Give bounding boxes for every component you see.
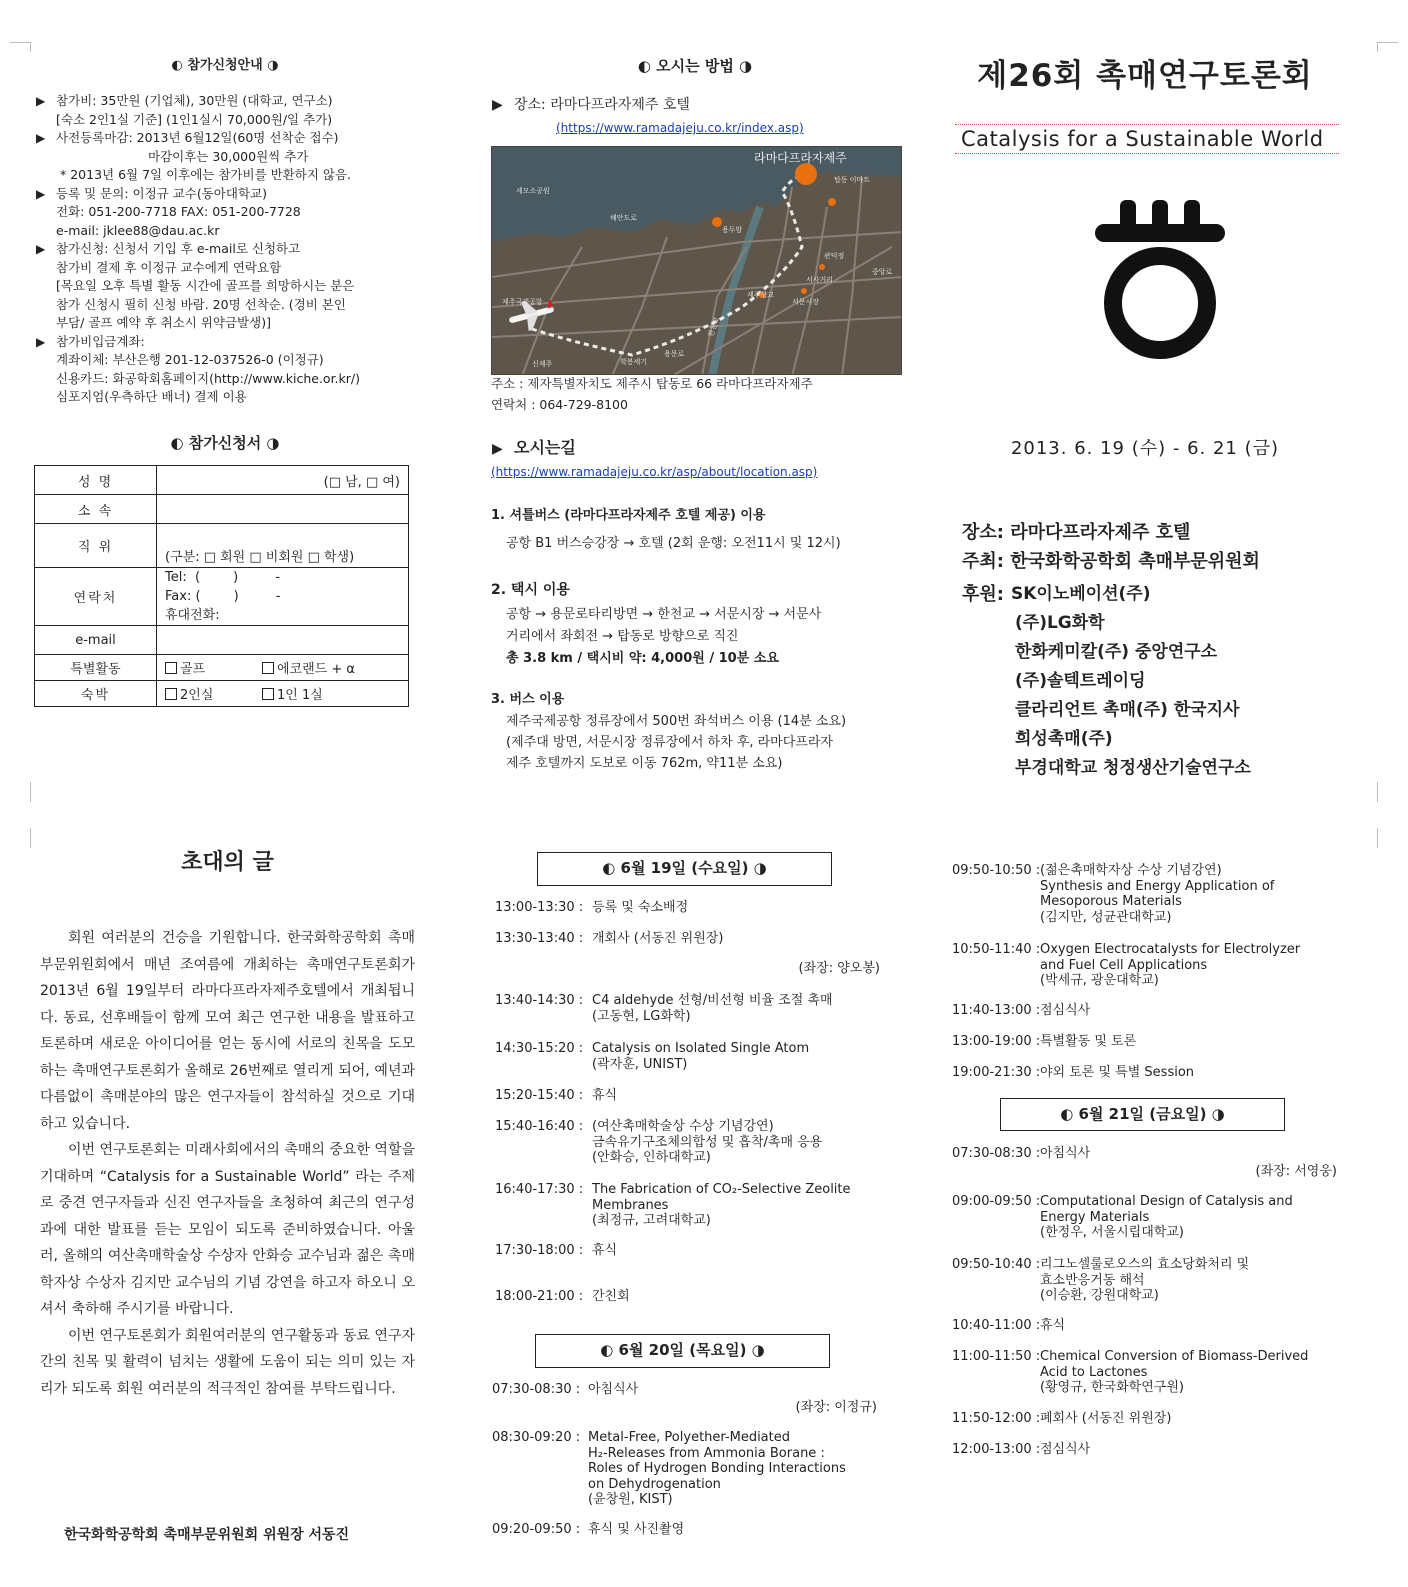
- schedule-time: 18:00-21:00 :: [495, 1289, 584, 1304]
- registration-line: [36, 92, 436, 111]
- schedule-description: [1040, 1065, 1337, 1081]
- gender-field[interactable]: (□ 남, □ 여): [157, 466, 409, 495]
- map-label-dutu: 용두암: [722, 226, 743, 234]
- description-line: 개회사 (서동진 위원장): [592, 931, 724, 946]
- cover-subtitle: Catalysis for a Sustainable World: [955, 124, 1339, 154]
- description-line: The Fabrication of CO₂-Selective Zeolite: [592, 1182, 851, 1197]
- arrow-bullet-icon: ▶: [36, 131, 46, 145]
- location-map: [491, 146, 902, 375]
- double-room-label: 2인실: [180, 688, 214, 703]
- map-label-seomun: 서사거리: [806, 276, 834, 284]
- registration-text: e-mail: jklee88@dau.ac.kr: [56, 222, 220, 238]
- registration-text: 참가비: 35만원 (기업체), 30만원 (대학교, 연구소): [56, 93, 333, 108]
- description-line: (여산촉매학술상 수상 기념강연): [592, 1119, 774, 1134]
- single-room-label: 1인 1실: [277, 688, 323, 703]
- registration-text: 부담/ 골프 예약 후 취소시 위약금발생)]: [56, 315, 271, 330]
- schedule-description: [592, 993, 880, 1024]
- single-room-checkbox[interactable]: [262, 688, 274, 700]
- description-line: (한정우, 서울시립대학교): [1040, 1225, 1184, 1240]
- map-label-market: 서문시장: [792, 298, 820, 306]
- description-line: 등록 및 숙소배정: [592, 900, 689, 915]
- description-line: Catalysis on Isolated Single Atom: [592, 1041, 810, 1056]
- route-url-link[interactable]: (https://www.ramadajeju.co.kr/asp/about/location.asp): [491, 465, 818, 479]
- description-line: (곽자훈, UNIST): [592, 1056, 688, 1072]
- registration-text: 참가신청: 신청서 기입 후 e-mail로 신청하고: [56, 241, 301, 256]
- position-options[interactable]: (구분: □ 회원 □ 비회원 □ 학생): [165, 550, 355, 565]
- lodging-field[interactable]: [157, 681, 409, 707]
- registration-text: 참가 신청시 필히 신청 바람. 20명 선착순. (경비 본인: [56, 296, 346, 312]
- registration-list: [36, 92, 436, 407]
- description-line: 휴식 및 사진촬영: [588, 1522, 685, 1537]
- description-line: H₂-Releases from Ammonia Borane :: [588, 1445, 825, 1461]
- registration-line: [36, 203, 436, 222]
- contact-label: 연락처: [35, 568, 157, 626]
- schedule-description: [588, 1382, 877, 1398]
- schedule-description: [1040, 1349, 1337, 1396]
- description-line: (젊은촉매학자상 수상 기념강연): [1040, 863, 1222, 878]
- description-line: Oxygen Electrocatalysts for Electrolyzer: [1040, 942, 1301, 957]
- address: 주소 : 제자특별자치도 제주시 탑동로 66 라마다프라자제주: [491, 376, 813, 391]
- affiliation-label: 소 속: [35, 495, 157, 524]
- market-marker: [801, 288, 807, 294]
- map-label-airport: 제주국제공항: [502, 298, 543, 306]
- registration-text: 등록 및 문의: 이정규 교수(동아대학교): [56, 185, 267, 201]
- schedule-time: 08:30-09:20 :: [492, 1430, 581, 1445]
- registration-line: [36, 277, 436, 296]
- cover-sponsor-label: 후원:: [962, 584, 1004, 605]
- description-line: 간친회: [592, 1289, 630, 1304]
- schedule-description: [592, 900, 880, 916]
- map-label-sinje: 신제주: [532, 360, 553, 368]
- description-line: C4 aldehyde 선형/비선형 비율 조절 촉매: [592, 993, 833, 1008]
- bus-text-2: (제주대 방면, 서문시장 정류장에서 하차 후, 라마다프라자: [506, 735, 833, 750]
- description-line: Roles of Hydrogen Bonding Interactions: [588, 1461, 846, 1476]
- map-label-tapdong: 탑동 이마트: [834, 176, 871, 184]
- sponsor-item: 한화케미칼(주) 중앙연구소: [1015, 642, 1218, 662]
- registration-text: [목요일 오후 특별 활동 시간에 골프를 희망하시는 분은: [56, 278, 355, 293]
- schedule-description: [592, 1182, 880, 1229]
- sponsor-list: [1011, 580, 1251, 783]
- golf-label: 골프: [180, 662, 206, 677]
- schedule-description: [592, 931, 880, 947]
- email-field[interactable]: [157, 626, 409, 655]
- schedule-time: 13:00-13:30 :: [495, 900, 584, 915]
- schedule-time: 17:30-18:00 :: [495, 1243, 584, 1258]
- double-room-checkbox[interactable]: [165, 688, 177, 700]
- day1-header: ◐ 6월 19일 (수요일) ◑: [537, 852, 832, 886]
- registration-title: ◐ 참가신청안내 ◑: [171, 58, 279, 73]
- arrow-bullet-icon: ▶: [492, 441, 503, 457]
- map-label-yongmun: 용문로: [664, 350, 685, 358]
- position-label: 직 위: [35, 524, 157, 568]
- description-line: 폐회사 (서동진 위원장): [1040, 1411, 1172, 1426]
- registration-text: [숙소 2인1실 기준] (1인1실시 70,000원/일 추가): [56, 111, 333, 127]
- registration-line: [36, 333, 436, 352]
- day3-header: ◐ 6월 21일 (금요일) ◑: [1000, 1098, 1285, 1131]
- description-line: Metal-Free, Polyether-Mediated: [588, 1430, 790, 1445]
- registration-line: [36, 296, 436, 315]
- description-line: (윤창원, KIST): [588, 1492, 673, 1507]
- map-label-road: 해안도로: [610, 214, 638, 222]
- description-line: Mesoporous Materials: [1040, 894, 1182, 909]
- map-label-hancheon: 한천교: [706, 316, 722, 338]
- description-line: (황영규, 한국화학연구원): [1040, 1380, 1184, 1395]
- crop-mark: [1378, 42, 1398, 62]
- taxi-text-1: 공항 → 용문로타리방면 → 한천교 → 서문시장 → 서문사: [506, 607, 822, 622]
- activity-field[interactable]: [157, 655, 409, 681]
- hotel-marker: [795, 163, 817, 185]
- invitation-paragraph-2: 이번 연구토론회는 미래사회에서의 촉매의 중요한 역할을 기대하며 “Catalysis for a Sustainable World” 라는 주제로 중견 연구자들과 신진 연구자들을 초청하여 최근의 연구성과에 대한 발표를 듣는 모임이 되도록 준비하였습니다. 아울러, 올해의 여산촉매학술상 수상자 안화승 교수님과 젊은 촉매학자상 수상자 김지만 교수님의 기념 강연을 하고자 하오니 오셔서 축하해 주시기를 바랍니다.: [40, 1142, 415, 1317]
- schedule-time: 07:30-08:30 :: [492, 1382, 581, 1397]
- description-line: 아침식사: [588, 1382, 639, 1397]
- schedule-time: 10:40-11:00 :: [952, 1318, 1041, 1333]
- fax-field[interactable]: Fax: ( ) -: [165, 589, 281, 604]
- registration-text: 참가비입금계좌:: [56, 333, 145, 349]
- schedule-description: [1040, 942, 1337, 989]
- schedule-description: [1040, 1003, 1337, 1019]
- eco-label: 에코랜드 + α: [277, 662, 355, 677]
- phone: 연락처 : 064-729-8100: [491, 397, 628, 412]
- eco-checkbox[interactable]: [262, 662, 274, 674]
- cover-host: 주최: 한국화학공학회 촉매부문위원회: [962, 551, 1260, 572]
- description-line: Chemical Conversion of Biomass-Derived: [1040, 1349, 1309, 1364]
- tel-field[interactable]: Tel: ( ) -: [165, 570, 281, 585]
- schedule-time: 13:30-13:40 :: [495, 931, 584, 946]
- invitation-paragraph-1: 회원 여러분의 건승을 기원합니다. 한국화학공학회 촉매부문위원회에서 매년 조여름에 개최하는 촉매연구토론회가 2013년 6월 19일부터 라마다프라자제주호텔에서 개최됩니다. 동료, 선후배들이 함께 모여 최근 연구한 내용을 발표하고 토론하며 새로운 아이디어를 얻는 동시에 서로의 친목을 도모하는 촉매연구토론회가 올해로 26번째로 열리게 되어, 예년과 다름없이 촉매분야의 많은 연구자들이 참석하실 것으로 기대하고 있습니다.: [40, 930, 415, 1132]
- description-line: 점심식사: [1040, 1442, 1091, 1457]
- schedule-time: 09:50-10:40 :: [952, 1257, 1041, 1272]
- taxi-title: 2. 택시 이용: [491, 582, 570, 598]
- registration-text: 신용카드: 화공학회홈페이지(http://www.kiche.or.kr/): [56, 370, 361, 386]
- shuttle-text: 공항 B1 버스승강장 → 호텔 (2회 운행: 오전11시 및 12시): [506, 536, 841, 551]
- map-label-hotel: 라마다프라자제주: [754, 151, 847, 165]
- activity-label: 특별활동: [35, 655, 157, 681]
- schedule-time: 09:20-09:50 :: [492, 1522, 581, 1537]
- invitation-paragraph-3: 이번 연구토론회가 회원여러분의 연구활동과 동료 연구자 간의 친목 및 활력이 넘치는 생활에 도움이 되는 의미 있는 자리가 되도록 회원 여러분의 적극적인 참여를 부탁드립니다.: [40, 1327, 415, 1397]
- registration-line: [36, 240, 436, 259]
- schedule-time: 15:40-16:40 :: [495, 1119, 584, 1134]
- registration-line: [36, 259, 436, 278]
- registration-text: * 2013년 6월 7일 이후에는 참가비를 반환하지 않음.: [60, 167, 352, 182]
- name-label: 성 명: [35, 466, 157, 495]
- schedule-description: [1040, 1411, 1337, 1427]
- description-line: 금속유기구조체의합성 및 흡착/촉매 응용: [592, 1134, 823, 1150]
- schedule-description: [1040, 1442, 1337, 1458]
- sponsor-item: 희성촉매(주): [1015, 729, 1113, 749]
- schedule-time: 16:40-17:30 :: [495, 1182, 584, 1197]
- description-line: (안화승, 인하대학교): [592, 1150, 711, 1165]
- schedule-time: 13:00-19:00 :: [952, 1034, 1041, 1049]
- schedule-time: 11:00-11:50 :: [952, 1349, 1041, 1364]
- schedule-description: [1040, 1194, 1337, 1241]
- description-line: Computational Design of Catalysis and: [1040, 1194, 1293, 1209]
- registration-line: [36, 129, 436, 148]
- description-line: 야외 토론 및 특별 Session: [1040, 1065, 1195, 1080]
- registration-line: [36, 185, 436, 204]
- description-line: Membranes: [592, 1197, 669, 1213]
- crop-mark: [1358, 42, 1378, 52]
- arrow-bullet-icon: ▶: [492, 97, 503, 113]
- registration-line: [36, 148, 436, 167]
- schedule-time: 11:40-13:00 :: [952, 1003, 1041, 1018]
- directions-title: ◐ 오시는 방법 ◑: [637, 57, 753, 75]
- registration-text: 참가비 결제 후 이정규 교수에게 연락요함: [56, 259, 282, 275]
- sponsor-item: (주)솔텍트레이딩: [1015, 671, 1146, 691]
- crop-mark: [1358, 782, 1378, 802]
- map-label-gwandeok: 관덕정: [824, 252, 845, 260]
- description-line: 휴식: [1040, 1318, 1066, 1333]
- schedule-time: 11:50-12:00 :: [952, 1411, 1041, 1426]
- registration-text: 심포지엄(우측하단 배너) 결제 이용: [56, 389, 247, 404]
- schedule-description: [1040, 1318, 1337, 1334]
- schedule-time: 09:50-10:50 :: [952, 863, 1041, 878]
- description-line: on Dehydrogenation: [588, 1476, 721, 1492]
- gwandeok-marker: [819, 264, 825, 270]
- schedule-time: 07:30-08:30 :: [952, 1146, 1041, 1161]
- schedule-description: [592, 1041, 880, 1072]
- sponsor-item: SK이노베이션(주): [1011, 584, 1151, 604]
- registration-line: [36, 166, 436, 185]
- arrow-bullet-icon: ▶: [36, 186, 46, 201]
- registration-line: [36, 351, 436, 370]
- registration-text: 마감이후는 30,000원씩 추가: [148, 148, 309, 164]
- arrow-bullet-icon: ▶: [36, 334, 46, 349]
- invitation-body: [40, 925, 415, 1402]
- schedule-description: [592, 1088, 880, 1104]
- affiliation-field[interactable]: [157, 495, 409, 524]
- schedule-description: [588, 1522, 877, 1538]
- bus-text-1: 제주국제공항 정류장에서 500번 좌석버스 이용 (14분 소요): [506, 714, 847, 729]
- dutu-marker: [712, 217, 722, 227]
- map-label-hakseom: 학봉세기: [620, 358, 648, 366]
- schedule-description: [592, 1289, 880, 1305]
- crop-mark: [10, 42, 30, 62]
- schedule-time: 15:20-15:40 :: [495, 1088, 584, 1103]
- shuttle-title: 1. 셔틀버스 (라마다프라자제주 호텔 제공) 이용: [491, 508, 766, 523]
- crop-mark: [30, 42, 50, 52]
- crop-mark: [30, 782, 50, 802]
- cover-title: 제26회 촉매연구토론회: [977, 58, 1313, 94]
- schedule-time: 14:30-15:20 :: [495, 1041, 584, 1056]
- chair-label: [1256, 1164, 1337, 1180]
- email-label: e-mail: [35, 626, 157, 655]
- description-line: (최정규, 고려대학교): [592, 1213, 711, 1228]
- description-line: Synthesis and Energy Application of: [1040, 878, 1275, 894]
- registration-line: [36, 111, 436, 130]
- chair-label: [799, 961, 880, 977]
- form-title: ◐ 참가신청서 ◑: [170, 434, 280, 452]
- description-line: and Fuel Cell Applications: [1040, 957, 1208, 973]
- contact-field[interactable]: [157, 568, 409, 626]
- schedule-time: 12:00-13:00 :: [952, 1442, 1041, 1457]
- application-form: [34, 465, 409, 707]
- bus-text-3: 제주 호텔까지 도보로 이동 762m, 약11분 소요): [506, 756, 783, 771]
- schedule-time: 09:00-09:50 :: [952, 1194, 1041, 1209]
- description-line: Energy Materials: [1040, 1209, 1150, 1225]
- venue-url-link[interactable]: (https://www.ramadajeju.co.kr/index.asp): [556, 121, 804, 135]
- lodging-label: 숙박: [35, 681, 157, 707]
- registration-text: 사전등록마감: 2013년 6월12일(60명 선착순 접수): [56, 130, 339, 145]
- description-line: 휴식: [592, 1243, 618, 1258]
- description-line: 특별활동 및 토론: [1040, 1034, 1137, 1049]
- schedule-description: [1040, 1146, 1337, 1162]
- description-line: 아침식사: [1040, 1146, 1091, 1161]
- description-line: (좌장: 이정규): [795, 1400, 877, 1415]
- description-line: (좌장: 양오봉): [798, 961, 880, 976]
- tapdong-marker: [828, 198, 836, 206]
- bus-title: 3. 버스 이용: [491, 692, 565, 707]
- schedule-description: [1040, 863, 1337, 925]
- registration-text: 전화: 051-200-7718 FAX: 051-200-7728: [56, 204, 301, 219]
- registration-line: [36, 370, 436, 389]
- description-line: (고동현, LG화학): [592, 1008, 691, 1024]
- chair-label: [796, 1400, 877, 1416]
- registration-line: [36, 388, 436, 407]
- route-title: ▶ 오시는길: [492, 437, 576, 460]
- registration-text: 계좌이체: 부산은행 201-12-037526-0 (이정규): [56, 352, 324, 367]
- description-line: 효소반응거동 해석: [1040, 1272, 1145, 1288]
- crop-mark: [1358, 828, 1378, 848]
- schedule-time: 10:50-11:40 :: [952, 942, 1041, 957]
- taxi-text-3: 총 3.8 km / 택시비 약: 4,000원 / 10분 소요: [506, 651, 779, 666]
- position-field[interactable]: [157, 524, 409, 568]
- invitation-title: 초대의 글: [181, 850, 274, 875]
- description-line: (이승환, 강원대학교): [1040, 1288, 1159, 1303]
- schedule-description: [592, 1119, 880, 1166]
- cover-date: 2013. 6. 19 (수) - 6. 21 (금): [1010, 438, 1280, 459]
- schedule-description: [1040, 1034, 1337, 1050]
- mobile-field[interactable]: 휴대전화:: [165, 608, 220, 623]
- korean-symbol-logo: [1090, 195, 1230, 365]
- description-line: 점심식사: [1040, 1003, 1091, 1018]
- map-label-school: 제주향교: [747, 291, 775, 299]
- cover-venue: 장소: 라마다프라자제주 호텔: [962, 522, 1191, 543]
- invitation-signature: 한국화학공학회 촉매부문위원회 위원장 서동진: [64, 1527, 350, 1543]
- arrow-bullet-icon: ▶: [36, 94, 46, 108]
- schedule-description: [1040, 1257, 1337, 1304]
- registration-line: [36, 314, 436, 333]
- schedule-description: [588, 1430, 877, 1508]
- map-label-park: 세모소공원: [516, 187, 550, 195]
- golf-checkbox[interactable]: [165, 662, 177, 674]
- sponsor-item: 클라리언트 촉매(주) 한국지사: [1015, 700, 1240, 720]
- arrow-bullet-icon: ▶: [36, 242, 46, 256]
- map-label-jungang: 중앙로: [872, 268, 893, 276]
- sponsor-item: 부경대학교 청정생산기술연구소: [1015, 758, 1251, 778]
- day2-header: ◐ 6월 20일 (목요일) ◑: [535, 1334, 830, 1368]
- description-line: Acid to Lactones: [1040, 1364, 1148, 1380]
- schedule-time: 13:40-14:30 :: [495, 993, 584, 1008]
- description-line: 휴식: [592, 1088, 618, 1103]
- registration-line: [36, 222, 436, 241]
- schedule-description: [592, 1243, 880, 1259]
- description-line: (박세규, 광운대학교): [1040, 973, 1159, 988]
- sponsor-item: (주)LG화학: [1015, 613, 1105, 633]
- description-line: 리그노셀룰로오스의 효소당화처리 및: [1040, 1257, 1250, 1272]
- description-line: (좌장: 서영웅): [1255, 1164, 1337, 1179]
- venue-line: ▶ 장소: 라마다프라자제주 호텔: [492, 95, 690, 116]
- taxi-text-2: 거리에서 좌회전 → 탑동로 방향으로 직진: [506, 629, 739, 644]
- schedule-time: 19:00-21:30 :: [952, 1065, 1041, 1080]
- description-line: (김지만, 성균관대학교): [1040, 909, 1172, 925]
